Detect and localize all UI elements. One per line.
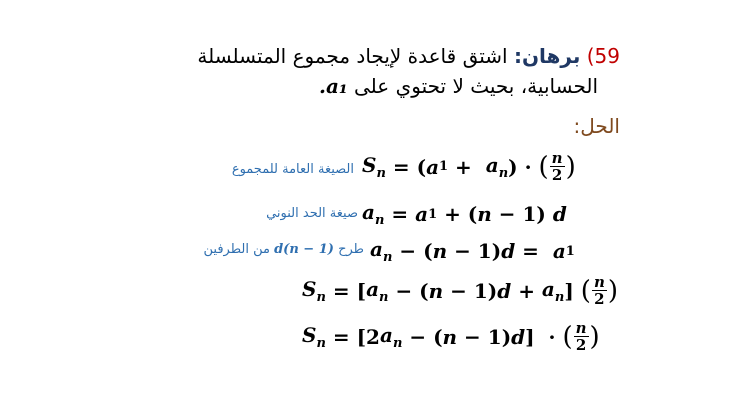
problem-text-2: الحسابية، بحيث لا تحتوي على: [354, 74, 598, 98]
equation-final: $S_n$ = [2 $a_n$ − ( n − 1) d ] · ( $\frac{n}{2}$ ): [302, 319, 600, 354]
note-nth-term: صيغة الحد النوني: [266, 206, 358, 221]
note-subtract: طرح (n − 1)d من الطرفين: [203, 242, 364, 257]
problem-text-1: اشتق قاعدة لإيجاد مجموع المتسلسلة: [197, 44, 508, 68]
problem-line-1: [197, 44, 620, 68]
equation-substitute: $S_n$ = [ $a_n$ − ( n − 1) d + $a_n$ ] ( $\frac{n}{2}$ ): [302, 273, 618, 308]
equation-subtract: $a_n$ − ( n − 1) d = a 1: [370, 237, 575, 265]
equation-nth-term: $a_n$ = a 1 + ( n − 1) d: [362, 200, 567, 228]
problem-variable: a₁.: [318, 74, 348, 98]
equation-sum: $S_n$ = ( a 1 + $a_n$ ) · ( $\frac{n}{2}$ ): [362, 149, 576, 184]
problem-line-2: [319, 74, 598, 98]
problem-number: 59): [586, 44, 620, 68]
note-sum-formula: الصيغة العامة للمجموع: [231, 162, 354, 177]
solution-label: الحل:: [573, 114, 620, 138]
problem-keyword: برهان:: [513, 44, 581, 68]
